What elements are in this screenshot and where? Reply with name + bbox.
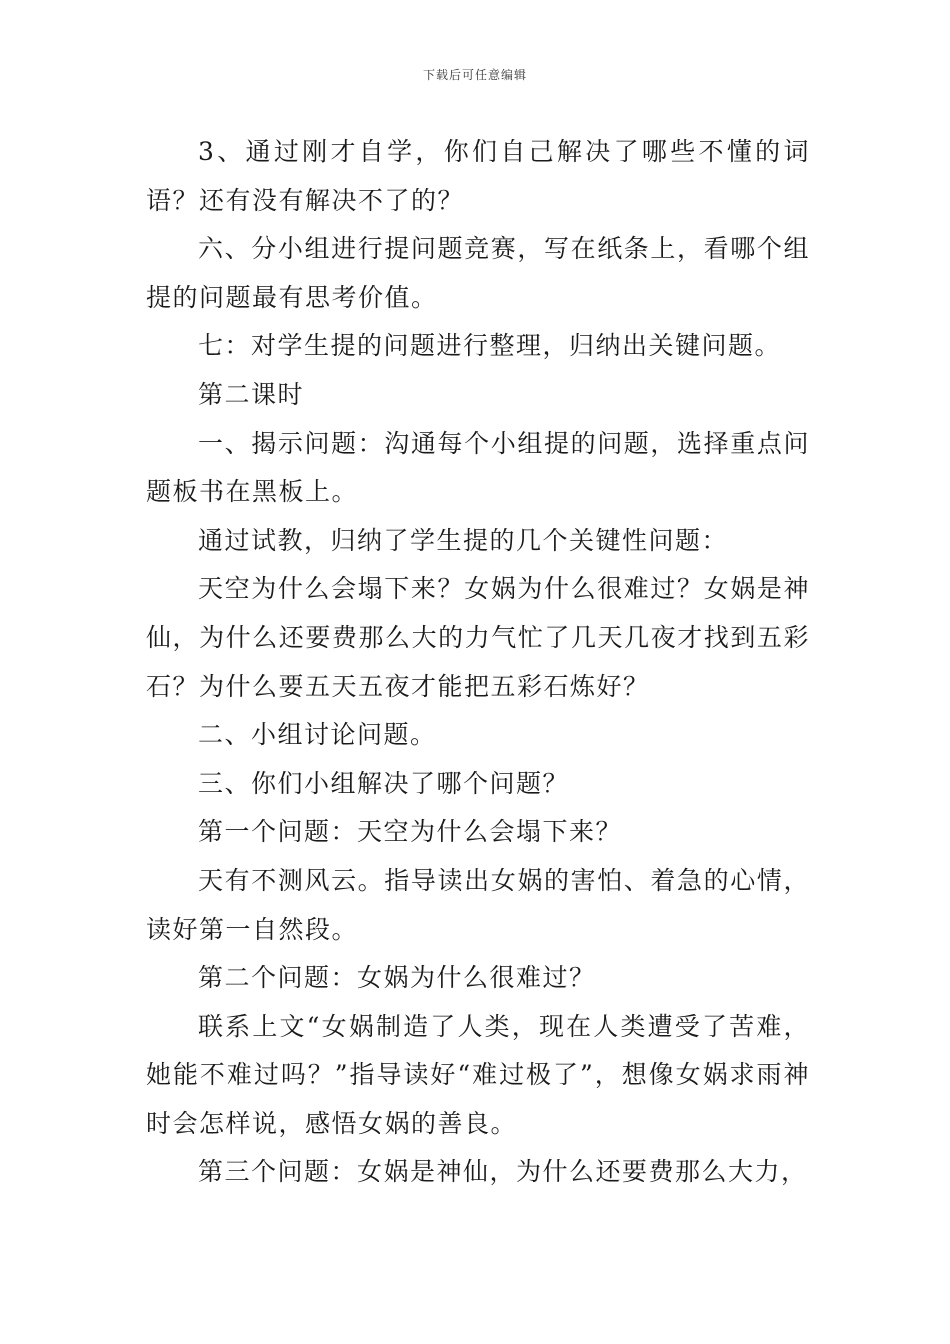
paragraph-second-question: 第二个问题：女娲为什么很难过？ (198, 963, 596, 993)
document-body (146, 128, 810, 1197)
paragraph-first-answer: 天有不测风云。指导读出女娲的害怕、着急的心情，读好第一自然段。 (146, 865, 810, 944)
paragraph-third-question: 第三个问题：女娲是神仙，为什么还要费那么大力， (198, 1157, 808, 1187)
paragraph-organize-questions: 七：对学生提的问题进行整理，归纳出关键问题。 (198, 331, 782, 361)
paragraph-trial-teaching: 通过试教，归纳了学生提的几个关键性问题： (198, 525, 729, 555)
paragraph-which-question-solved: 三、你们小组解决了哪个问题？ (198, 768, 570, 798)
paragraph-second-answer: 联系上文“女娲制造了人类，现在人类遭受了苦难，她能不难过吗？”指导读好“难过极了”，想像女娲求雨神时会怎样说，感悟女娲的善良。 (146, 1011, 810, 1138)
paragraph-self-study-question: 3、通过刚才自学，你们自己解决了哪些不懂的词语？还有没有解决不了的？ (146, 137, 810, 215)
section-heading-second-lesson: 第二课时 (198, 379, 305, 409)
paragraph-group-question-contest: 六、分小组进行提问题竞赛，写在纸条上，看哪个组提的问题最有思考价值。 (146, 234, 810, 312)
paragraph-first-question: 第一个问题：天空为什么会塌下来？ (198, 817, 623, 847)
page-header: 下载后可任意编辑 (422, 68, 527, 82)
paragraph-reveal-questions: 一、揭示问题：沟通每个小组提的问题，选择重点问题板书在黑板上。 (146, 428, 810, 507)
paragraph-group-discussion: 二、小组讨论问题。 (198, 720, 437, 750)
paragraph-key-questions: 天空为什么会塌下来？女娲为什么很难过？女娲是神仙，为什么还要费那么大的力气忙了几天几夜才找到五彩石？为什么要五天五夜才能把五彩石炼好？ (146, 574, 810, 701)
